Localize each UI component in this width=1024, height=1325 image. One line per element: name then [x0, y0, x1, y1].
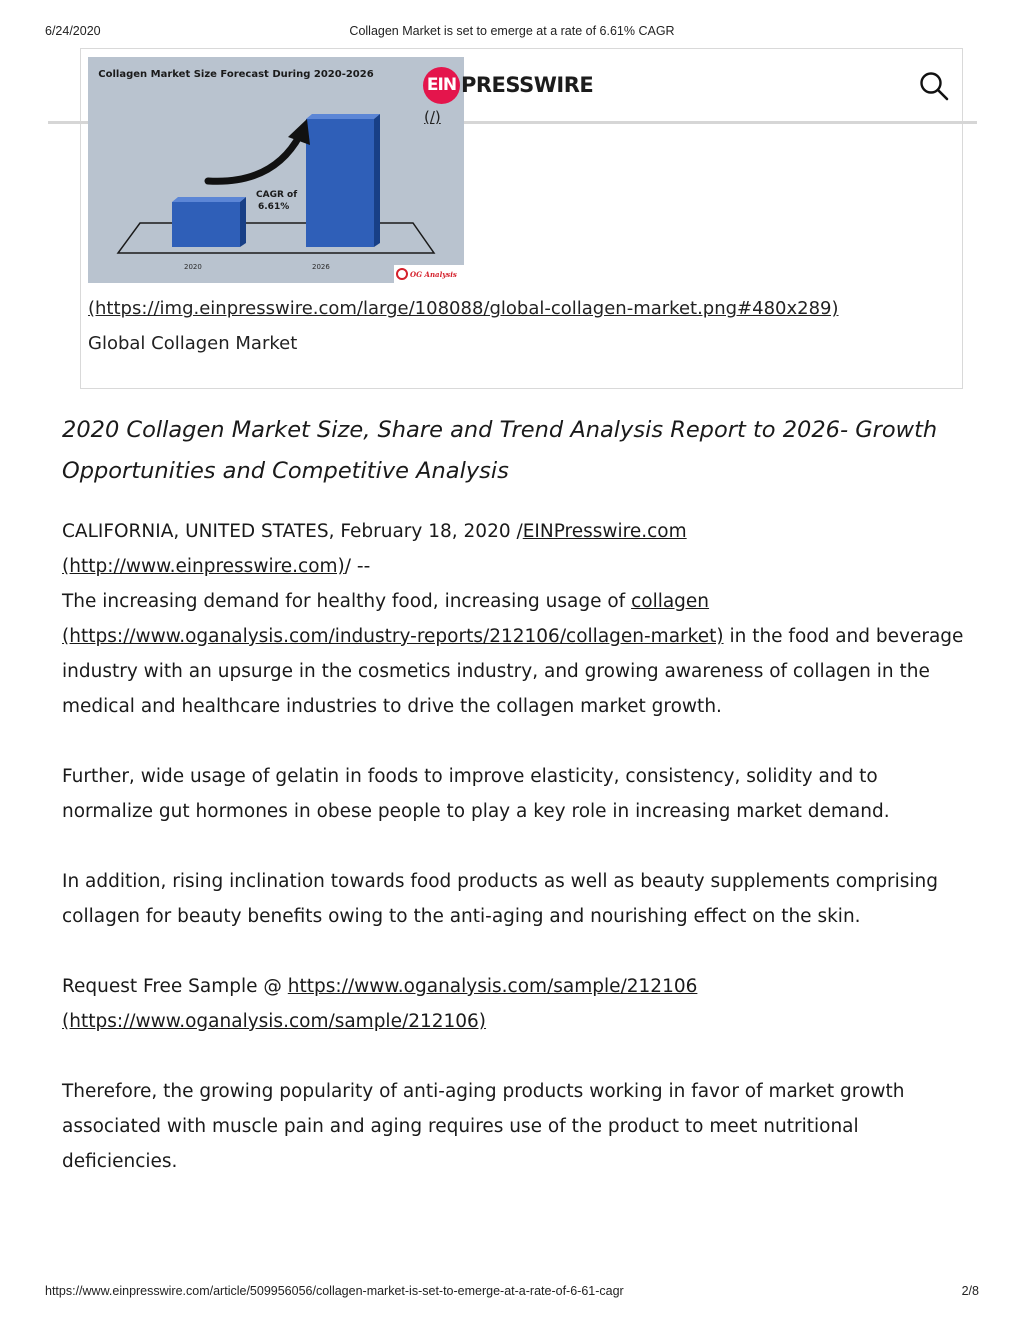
collagen-link[interactable]: collagen — [631, 591, 710, 612]
forecast-chart — [88, 57, 464, 283]
bar-2020-top — [172, 197, 246, 202]
article-body — [62, 514, 972, 1214]
einpresswire-logo[interactable] — [423, 65, 593, 105]
market-forecast-image[interactable] — [88, 57, 464, 283]
print-footer-url: https://www.einpresswire.com/article/509956056/collagen-market-is-set-to-emerge-at-a-rate-of-6-61-cagr — [45, 1284, 624, 1298]
paragraph-1-text: The increasing demand for healthy food, increasing usage of — [62, 591, 632, 612]
sample-url-link[interactable]: (https://www.oganalysis.com/sample/212106) — [62, 1011, 487, 1032]
source-logo-text: OG Analysis — [410, 270, 457, 279]
paragraph-5: Therefore, the growing popularity of anti-aging products working in favor of market growth associated with muscle pain and aging requires use of the product to meet nutritional deficiencies. — [62, 1081, 905, 1172]
print-title: Collagen Market is set to emerge at a rate of 6.61% CAGR — [349, 24, 675, 38]
paragraph-2: Further, wide usage of gelatin in foods to improve elasticity, consistency, solidity and to normalize gut hormones in obese people to play a key role in increasing market demand. — [62, 766, 890, 822]
growth-arrow — [208, 135, 300, 181]
tick-label-2020: 2020 — [184, 263, 202, 271]
paragraph-4 — [62, 969, 972, 1039]
logo-badge-text: EIN — [426, 75, 457, 95]
print-page-number: 2/8 — [961, 1284, 979, 1298]
dateline — [62, 514, 972, 584]
article-headline: 2020 Collagen Market Size, Share and Trend Analysis Report to 2026- Growth Opportunities and Competitive Analysis — [62, 417, 938, 484]
dateline-text: CALIFORNIA, UNITED STATES, February 18, 2020 / — [62, 521, 523, 542]
chart-platform — [118, 223, 434, 253]
bar-2026-top — [306, 114, 380, 119]
paragraph-1 — [62, 584, 972, 724]
bar-2026-side — [374, 114, 380, 247]
chart-title: Collagen Market Size Forecast During 2020-2026 — [98, 69, 374, 80]
tick-label-2026: 2026 — [312, 263, 330, 271]
cagr-label-line2: 6.61% — [258, 202, 290, 212]
image-caption: Global Collagen Market — [88, 333, 298, 354]
bar-2020 — [172, 202, 240, 247]
bar-2020-side — [240, 197, 246, 247]
print-date: 6/24/2020 — [45, 24, 101, 38]
einpresswire-link[interactable]: EINPresswire.com — [522, 521, 687, 542]
dateline-suffix: / -- — [344, 556, 371, 577]
sample-link[interactable]: https://www.oganalysis.com/sample/212106 — [287, 976, 698, 997]
collagen-url-link[interactable]: (https://www.oganalysis.com/industry-reports/212106/collagen-market) — [62, 626, 724, 647]
sample-request-text: Request Free Sample @ — [62, 976, 288, 997]
paragraph-3: In addition, rising inclination towards food products as well as beauty supplements comprising collagen for beauty benefits owing to the anti-aging and nourishing effect on the skin. — [62, 871, 938, 927]
logo-badge — [423, 67, 460, 104]
search-icon — [918, 70, 950, 102]
einpresswire-url-link[interactable]: (http://www.einpresswire.com) — [62, 556, 345, 577]
cagr-label-line1: CAGR of — [256, 190, 298, 200]
home-link[interactable]: (/) — [424, 108, 441, 126]
paragraph-1-rest: in the food and beverage industry with an upsurge in the cosmetics industry, and growing awareness of collagen in the medical and healthcare industries to drive the collagen market growth. — [62, 626, 964, 717]
logo-wordmark: PRESSWIRE — [461, 73, 594, 97]
bar-2026 — [306, 119, 374, 247]
search-button[interactable] — [918, 70, 950, 102]
image-url-link[interactable]: (https://img.einpresswire.com/large/108088/global-collagen-market.png#480x289) — [88, 298, 839, 319]
